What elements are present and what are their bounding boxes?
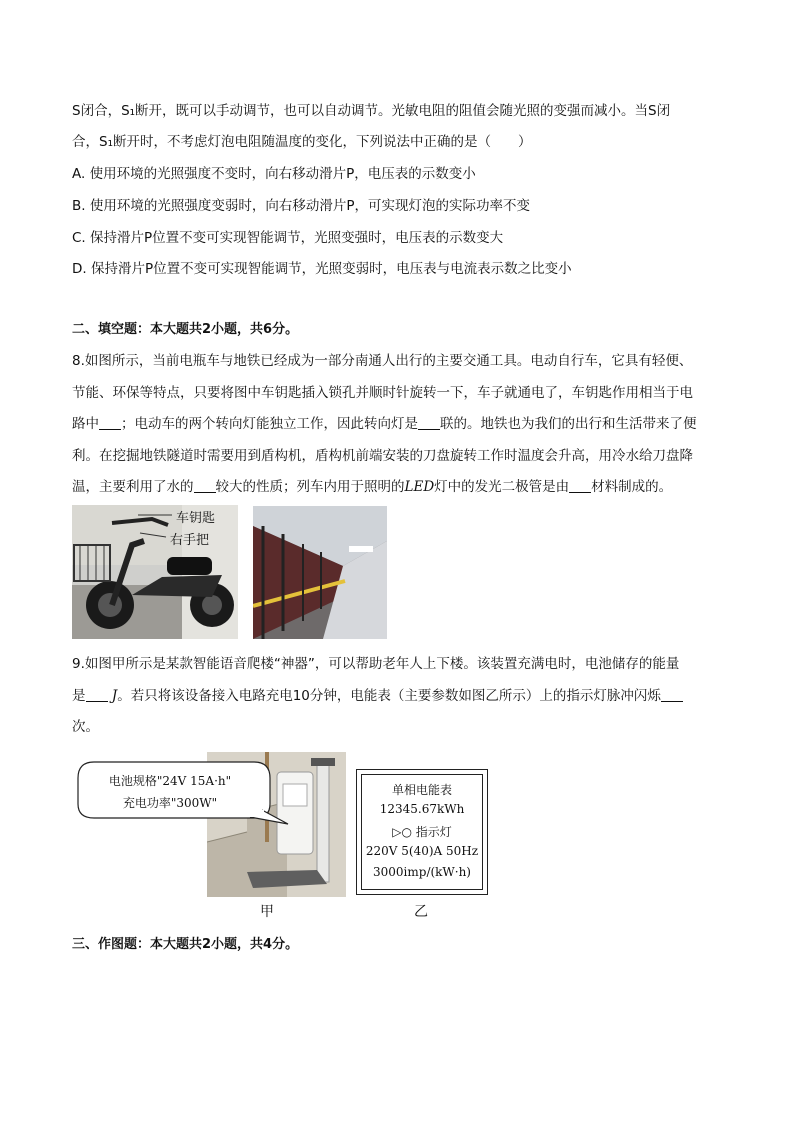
answer-blank xyxy=(86,687,108,702)
q7-option-c: C. 保持滑片P位置不变可实现智能调节，光照变强时，电压表的示数变大 xyxy=(72,230,504,246)
q8-line3: 路中 ；电动车的两个转向灯能独立工作，因此转向灯是 联的。地铁也为我们的出行和生活带来了便 xyxy=(72,416,697,432)
bubble-battery-spec: 电池规格"24V 15A·h" xyxy=(108,774,232,788)
answer-blank xyxy=(99,415,121,430)
caption-yi: 乙 xyxy=(414,904,428,920)
q7-option-a: A. 使用环境的光照强度不变时，向右移动滑片P，电压表的示数变小 xyxy=(72,166,476,182)
meter-reading: 12345.67kWh xyxy=(379,802,465,816)
q9-line1: 9.如图甲所示是某款智能语音爬楼“神器”，可以帮助老年人上下楼。该装置充满电时，电池储存的能量 xyxy=(72,656,680,672)
q8-line1: 8.如图所示，当前电瓶车与地铁已经成为一部分南通人出行的主要交通工具。电动自行车，它具有轻便、 xyxy=(72,353,693,369)
q9-line2: 是 J。若只将该设备接入电路充电10分钟，电能表（主要参数如图乙所示）上的指示灯脉冲闪烁 xyxy=(72,686,683,706)
subway-photo xyxy=(253,506,387,639)
q7-line2: 合，S₁断开时，不考虑灯泡电阻随温度的变化，下列说法中正确的是（ ） xyxy=(72,134,532,150)
q8-line2: 节能、环保等特点，只要将图中车钥匙插入锁孔并顺时针旋转一下，车子就通电了，车钥匙作用相当于电 xyxy=(72,385,693,401)
answer-blank xyxy=(418,415,440,430)
q7-option-d: D. 保持滑片P位置不变可实现智能调节，光照变弱时，电压表与电流表示数之比变小 xyxy=(72,261,572,277)
energy-meter xyxy=(356,769,488,895)
meter-indicator: ▷○ 指示灯 xyxy=(392,825,452,839)
q8-line4: 利。在挖掘地铁隧道时需要用到盾构机，盾构机前端安装的刀盘旋转工作时温度会升高，用冷水给刀盘降 xyxy=(72,448,693,464)
q7-line1: S闭合，S₁断开，既可以手动调节，也可以自动调节。光敏电阻的阻值会随光照的变强而减小。当S闭 xyxy=(72,103,671,119)
label-right-handle: 右手把 xyxy=(170,533,210,548)
q7-option-b: B. 使用环境的光照强度变弱时，向右移动滑片P，可实现灯泡的实际功率不变 xyxy=(72,198,530,214)
meter-title: 单相电能表 xyxy=(391,783,452,797)
meter-rating: 220V 5(40)A 50Hz xyxy=(365,844,479,858)
answer-blank xyxy=(194,478,216,493)
bubble-charge-power: 充电功率"300W" xyxy=(122,796,218,810)
section2-title: 二、填空题：本大题共2小题，共6分。 xyxy=(72,322,299,337)
meter-constant: 3000imp/(kW·h) xyxy=(373,865,471,879)
caption-jia: 甲 xyxy=(260,904,274,920)
answer-blank xyxy=(661,687,683,702)
q8-line5: 温，主要利用了水的 较大的性质；列车内用于照明的LED灯中的发光二极管是由 材料制成的。 xyxy=(72,479,673,495)
q9-line3: 次。 xyxy=(72,719,99,735)
section3-title: 三、作图题：本大题共2小题，共4分。 xyxy=(72,937,299,952)
label-car-key: 车钥匙 xyxy=(176,511,216,526)
answer-blank xyxy=(569,478,591,493)
ebike-photo xyxy=(72,505,238,639)
